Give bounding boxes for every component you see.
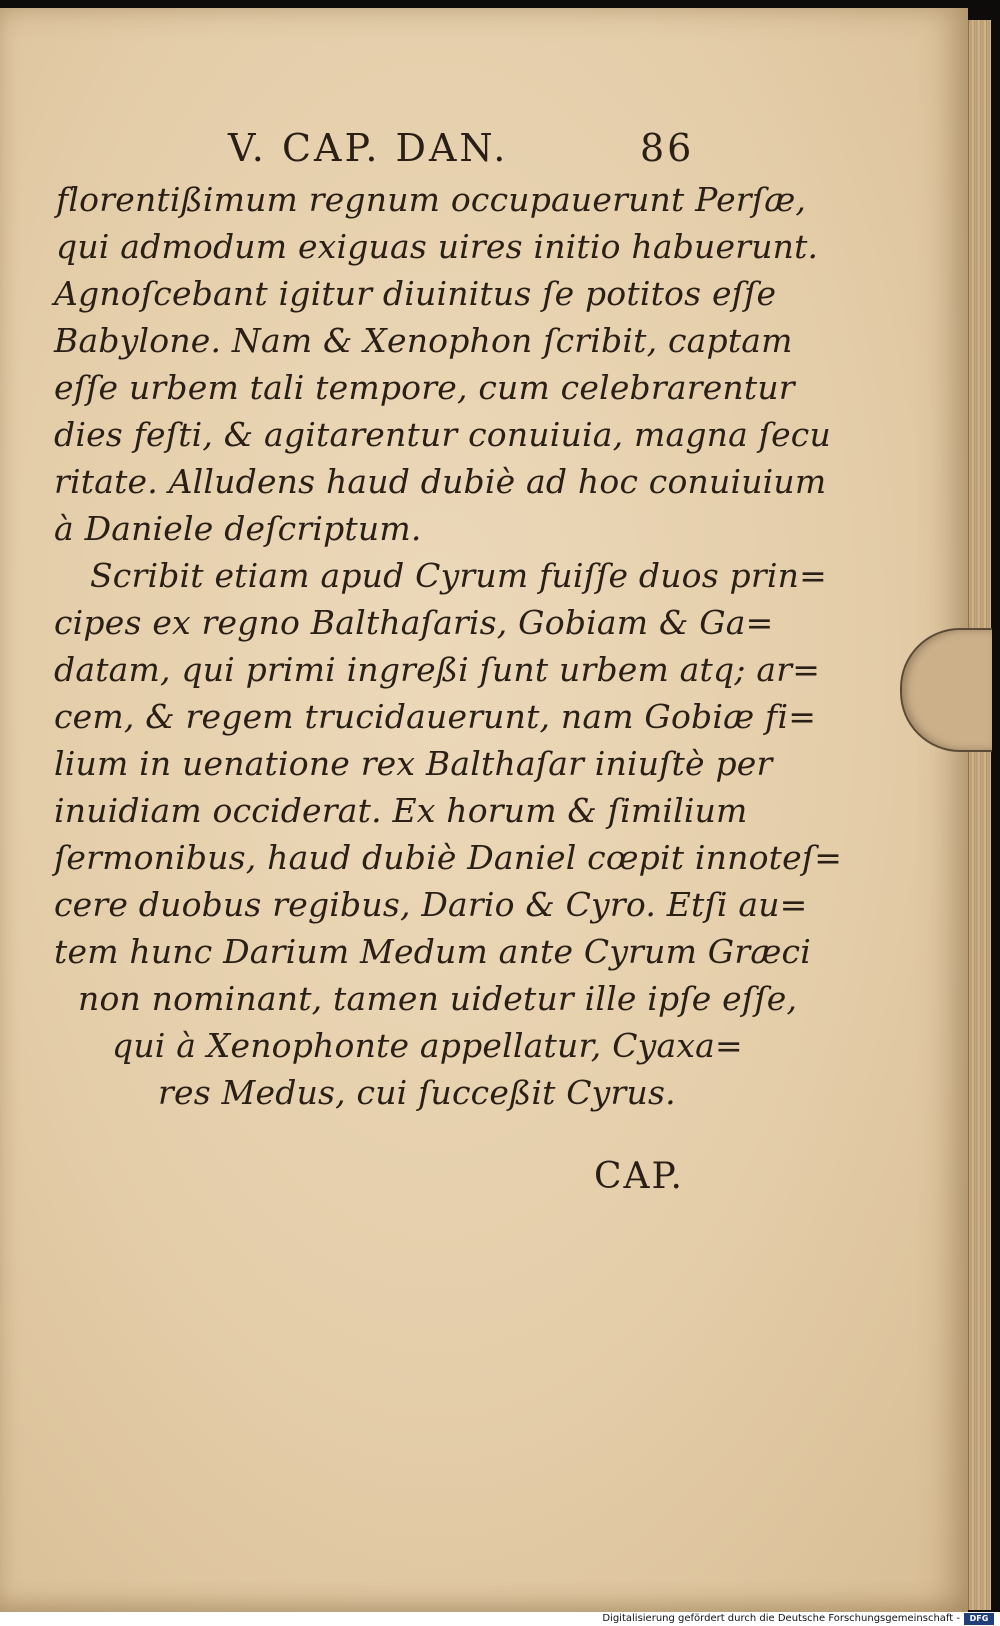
page-edges	[968, 20, 991, 1610]
text-line-5: eſſe urbem tali tempore, cum celebrarentur	[54, 368, 795, 407]
text-line-8: à Daniele deſcriptum.	[54, 509, 422, 548]
running-head: V. CAP. DAN.	[228, 126, 509, 170]
text-line-19: qui à Xenophonte appellatur, Cyaxa=	[112, 1026, 743, 1065]
text-line-14: inuidiam occiderat. Ex horum & ſimilium	[54, 791, 748, 830]
text-line-4: Babylone. Nam & Xenophon ſcribit, captam	[54, 321, 793, 360]
footer-credit: Digitalisierung gefördert durch die Deutsche Forschungsgemeinschaft -	[602, 1613, 960, 1624]
text-line-18: non nominant, tamen uidetur ille ipſe eſſe,	[78, 979, 798, 1018]
text-line-3: Agnoſcebant igitur diuinitus ſe potitos eſſe	[54, 274, 777, 313]
page-number: 86	[640, 126, 695, 170]
text-line-6: dies feſti, & agitarentur conuiuia, magna ſecu	[54, 415, 831, 454]
book-page	[0, 8, 968, 1614]
catchword: CAP.	[594, 1156, 684, 1197]
text-line-12: cem, & regem trucidauerunt, nam Gobiæ fi=	[54, 697, 817, 736]
text-line-7: ritate. Alludens haud dubiè ad hoc conuiuium	[54, 462, 827, 501]
show-through-text	[70, 1068, 80, 1106]
text-line-13: lium in uenatione rex Balthaſar iniuſtè per	[54, 744, 773, 783]
text-line-16: cere duobus regibus, Dario & Cyro. Etſi au=	[54, 885, 808, 924]
text-line-10: cipes ex regno Balthaſaris, Gobiam & Ga=	[54, 603, 774, 642]
text-line-15: ſermonibus, haud dubiè Daniel cœpit innoteſ=	[54, 838, 843, 877]
dfg-logo: DFG	[964, 1613, 994, 1625]
footer-bar	[0, 1612, 1000, 1626]
text-line-9: Scribit etiam apud Cyrum fuiſſe duos prin=	[90, 556, 827, 595]
text-line-1: florentißimum regnum occupauerunt Perſæ,	[56, 180, 807, 219]
text-line-17: tem hunc Darium Medum ante Cyrum Græci	[54, 932, 811, 971]
text-line-20: res Medus, cui ſucceßit Cyrus.	[158, 1073, 676, 1112]
text-line-11: datam, qui primi ingreßi ſunt urbem atq; ar=	[54, 650, 821, 689]
text-line-2: qui admodum exiguas uires initio habuerunt.	[56, 227, 819, 266]
